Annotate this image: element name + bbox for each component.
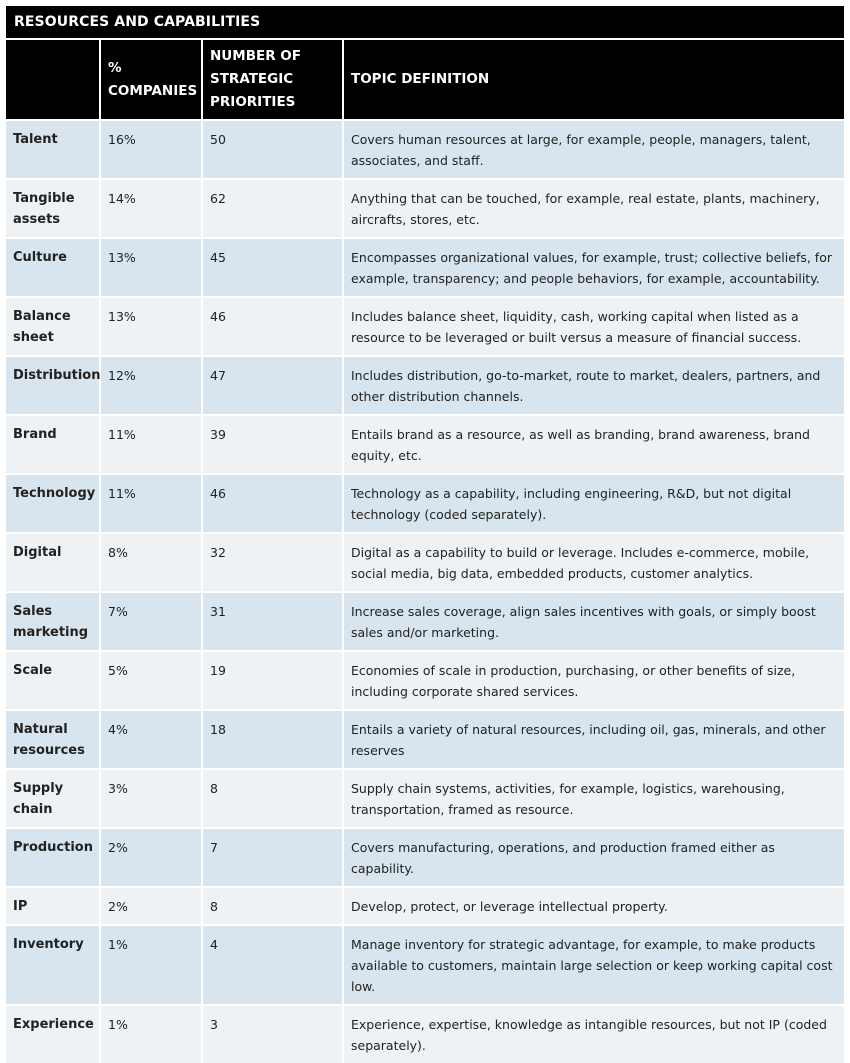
row-topic: Digital [6,533,100,592]
row-priorities: 50 [202,120,343,179]
table-row [6,533,844,592]
row-priorities: 18 [202,710,343,769]
row-priorities: 39 [202,415,343,474]
row-priorities: 47 [202,356,343,415]
header-row [6,40,844,120]
row-pct: 7% [100,592,202,651]
table-row [6,474,844,533]
row-pct: 1% [100,925,202,1005]
row-pct: 5% [100,651,202,710]
row-priorities: 7 [202,828,343,887]
row-definition: Entails a variety of natural resources, including oil, gas, minerals, and other reserves [343,710,844,769]
table-row [6,179,844,238]
resources-capabilities-table-container [6,6,844,1063]
header-topic [6,40,100,120]
resources-table [6,40,844,1063]
row-pct: 8% [100,533,202,592]
row-definition: Technology as a capability, including engineering, R&D, but not digital technology (coded separately). [343,474,844,533]
row-definition: Increase sales coverage, align sales incentives with goals, or simply boost sales and/or marketing. [343,592,844,651]
table-row [6,651,844,710]
header-priorities-line2: STRATEGIC [210,71,294,87]
row-pct: 3% [100,769,202,828]
row-pct: 2% [100,887,202,925]
row-topic: Culture [6,238,100,297]
table-row [6,297,844,356]
row-priorities: 4 [202,925,343,1005]
table-row [6,887,844,925]
row-definition: Manage inventory for strategic advantage, for example, to make products available to customers, maintain large selection or keep working capital cost low. [343,925,844,1005]
row-definition: Develop, protect, or leverage intellectual property. [343,887,844,925]
row-pct: 1% [100,1005,202,1063]
row-definition: Encompasses organizational values, for example, trust; collective beliefs, for example, transparency; and people behaviors, for example, accountability. [343,238,844,297]
header-pct-line1: % [108,59,122,76]
row-priorities: 31 [202,592,343,651]
row-topic: Production [6,828,100,887]
row-topic: Brand [6,415,100,474]
header-pct-line2: COMPANIES [108,82,198,99]
header-priorities-line1: NUMBER OF [210,48,301,64]
row-pct: 16% [100,120,202,179]
row-topic: Experience [6,1005,100,1063]
row-topic: Technology [6,474,100,533]
row-priorities: 45 [202,238,343,297]
row-definition: Covers human resources at large, for example, people, managers, talent, associates, and staff. [343,120,844,179]
row-priorities: 8 [202,769,343,828]
table-row [6,710,844,769]
table-row [6,828,844,887]
row-pct: 11% [100,415,202,474]
row-pct: 13% [100,238,202,297]
row-definition: Entails brand as a resource, as well as branding, brand awareness, brand equity, etc. [343,415,844,474]
row-topic: Inventory [6,925,100,1005]
table-row [6,120,844,179]
row-pct: 11% [100,474,202,533]
row-definition: Covers manufacturing, operations, and production framed either as capability. [343,828,844,887]
row-pct: 14% [100,179,202,238]
row-topic: Talent [6,120,100,179]
row-priorities: 3 [202,1005,343,1063]
row-priorities: 8 [202,887,343,925]
table-row [6,592,844,651]
row-definition: Includes distribution, go-to-market, route to market, dealers, partners, and other distribution channels. [343,356,844,415]
row-definition: Economies of scale in production, purchasing, or other benefits of size, including corporate shared services. [343,651,844,710]
row-topic: Distribution [6,356,100,415]
row-definition: Includes balance sheet, liquidity, cash, working capital when listed as a resource to be leveraged or built versus a measure of financial success. [343,297,844,356]
row-definition: Supply chain systems, activities, for example, logistics, warehousing, transportation, framed as resource. [343,769,844,828]
row-topic: Sales marketing [6,592,100,651]
row-priorities: 62 [202,179,343,238]
row-topic: Balance sheet [6,297,100,356]
table-row [6,415,844,474]
header-topic-definition: TOPIC DEFINITION [343,40,844,120]
row-priorities: 46 [202,297,343,356]
row-topic: Scale [6,651,100,710]
row-pct: 12% [100,356,202,415]
header-pct-companies [100,40,202,120]
row-topic: Natural resources [6,710,100,769]
header-priorities-line3: PRIORITIES [210,94,296,110]
row-definition: Experience, expertise, knowledge as intangible resources, but not IP (coded separately). [343,1005,844,1063]
header-strategic-priorities [202,40,343,120]
table-title: RESOURCES AND CAPABILITIES [6,6,844,38]
table-row [6,769,844,828]
table-row [6,238,844,297]
row-pct: 4% [100,710,202,769]
row-topic: Tangible assets [6,179,100,238]
row-priorities: 19 [202,651,343,710]
row-topic: IP [6,887,100,925]
row-priorities: 32 [202,533,343,592]
row-pct: 2% [100,828,202,887]
row-definition: Digital as a capability to build or leverage. Includes e-commerce, mobile, social media, big data, embedded products, customer analytics. [343,533,844,592]
table-row [6,925,844,1005]
row-pct: 13% [100,297,202,356]
row-definition: Anything that can be touched, for example, real estate, plants, machinery, aircrafts, stores, etc. [343,179,844,238]
row-topic: Supply chain [6,769,100,828]
table-row [6,356,844,415]
row-priorities: 46 [202,474,343,533]
